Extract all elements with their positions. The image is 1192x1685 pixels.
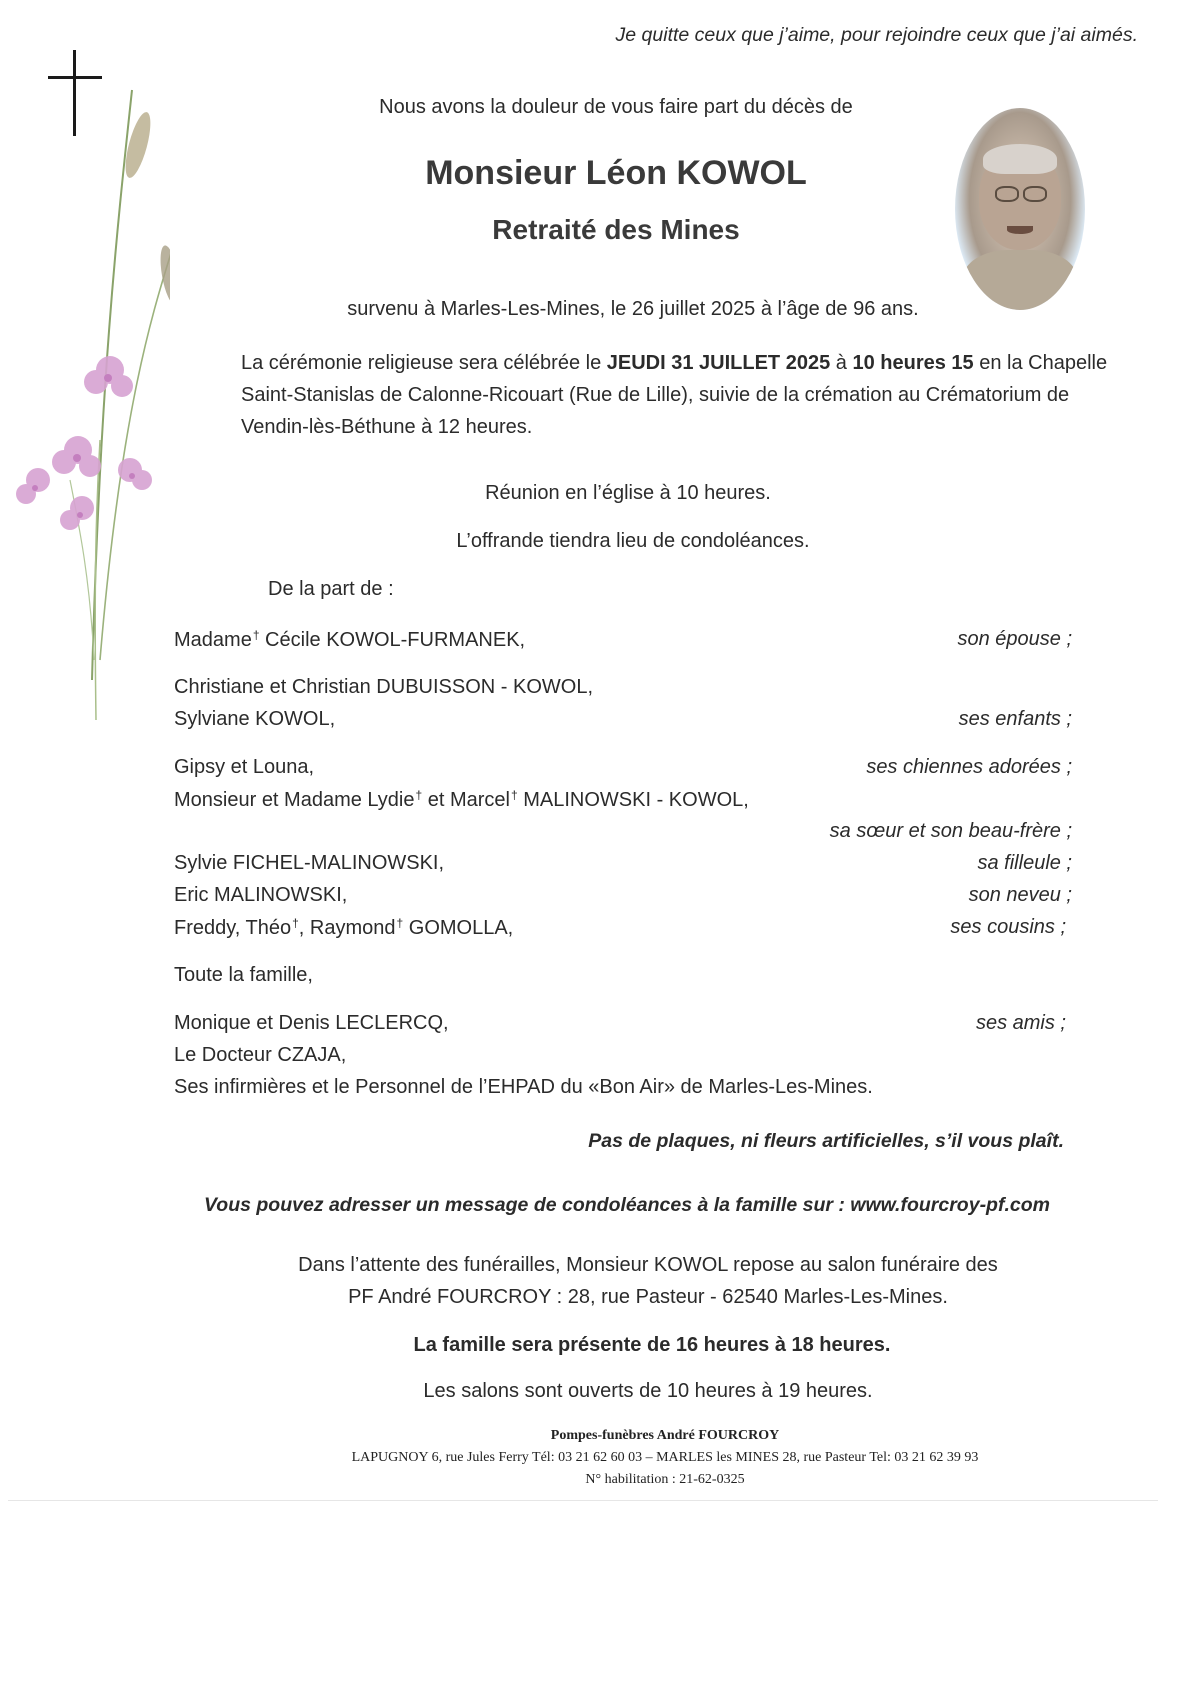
relative-row: Toute la famille, bbox=[174, 964, 313, 986]
footer-divider bbox=[8, 1500, 1158, 1501]
death-line: survenu à Marles-Les-Mines, le 26 juillet 2025 à l’âge de 96 ans. bbox=[347, 298, 919, 320]
epigraph: Je quitte ceux que j’aime, pour rejoindre ceux que j’ai aimés. bbox=[615, 24, 1138, 46]
deceased-name: Monsieur Léon KOWOL bbox=[425, 154, 807, 192]
offrande-text: L’offrande tiendra lieu de condoléances. bbox=[456, 530, 810, 552]
ceremony-line-3: Vendin-lès-Béthune à 12 heures. bbox=[241, 416, 533, 438]
relative-row: Monsieur et Madame Lydie† et Marcel† MALINOWSKI - KOWOL, bbox=[174, 788, 749, 811]
relative-row: Sylviane KOWOL, ses enfants ; bbox=[174, 708, 1072, 730]
condolences-message: Vous pouvez adresser un message de condoléances à la famille sur : www.fourcroy-pf.com bbox=[204, 1194, 1050, 1216]
relative-row: Madame† Cécile KOWOL-FURMANEK, son épouse ; bbox=[174, 628, 1072, 651]
footer-habilitation: N° habilitation : 21-62-0325 bbox=[585, 1472, 745, 1487]
relative-row: Freddy, Théo†, Raymond† GOMOLLA, ses cousins ; bbox=[174, 916, 1066, 939]
relative-row: Eric MALINOWSKI, son neveu ; bbox=[174, 884, 1072, 906]
no-flowers-notice: Pas de plaques, ni fleurs artificielles, s’il vous plaît. bbox=[588, 1130, 1064, 1152]
relative-row: sa sœur et son beau-frère ; bbox=[829, 820, 1072, 842]
relative-row: Monique et Denis LECLERCQ, ses amis ; bbox=[174, 1012, 1066, 1034]
cross-icon bbox=[44, 50, 106, 136]
salons-open: Les salons sont ouverts de 10 heures à 19 heures. bbox=[423, 1380, 873, 1402]
relative-row: Le Docteur CZAJA, bbox=[174, 1044, 347, 1066]
relative-row: Gipsy et Louna, ses chiennes adorées ; bbox=[174, 756, 1072, 778]
from-label: De la part de : bbox=[268, 578, 394, 600]
rest-line-1: Dans l’attente des funérailles, Monsieur KOWOL repose au salon funéraire des bbox=[298, 1254, 998, 1276]
intro-text: Nous avons la douleur de vous faire part du décès de bbox=[379, 96, 853, 118]
ceremony-line-2: Saint-Stanislas de Calonne-Ricouart (Rue de Lille), suivie de la crémation au Crématorium de bbox=[241, 384, 1070, 406]
relative-row: Sylvie FICHEL-MALINOWSKI, sa filleule ; bbox=[174, 852, 1072, 874]
family-present: La famille sera présente de 16 heures à 18 heures. bbox=[413, 1334, 891, 1356]
reunion-text: Réunion en l’église à 10 heures. bbox=[485, 482, 771, 504]
ceremony-line-1: La cérémonie religieuse sera célébrée le JEUDI 31 JUILLET 2025 à 10 heures 15 en la Chapelle bbox=[241, 352, 1108, 374]
portrait-photo bbox=[955, 108, 1085, 310]
relative-row: Christiane et Christian DUBUISSON - KOWOL, bbox=[174, 676, 593, 698]
rest-line-2: PF André FOURCROY : 28, rue Pasteur - 62540 Marles-Les-Mines. bbox=[348, 1286, 948, 1308]
footer-addresses: LAPUGNOY 6, rue Jules Ferry Tél: 03 21 62 60 03 – MARLES les MINES 28, rue Pasteur Tel: 03 21 62 39 93 bbox=[351, 1450, 979, 1465]
footer-company: Pompes-funèbres André FOURCROY bbox=[550, 1428, 780, 1443]
profession: Retraité des Mines bbox=[492, 214, 740, 245]
relative-row: Ses infirmières et le Personnel de l’EHPAD du «Bon Air» de Marles-Les-Mines. bbox=[174, 1076, 873, 1098]
